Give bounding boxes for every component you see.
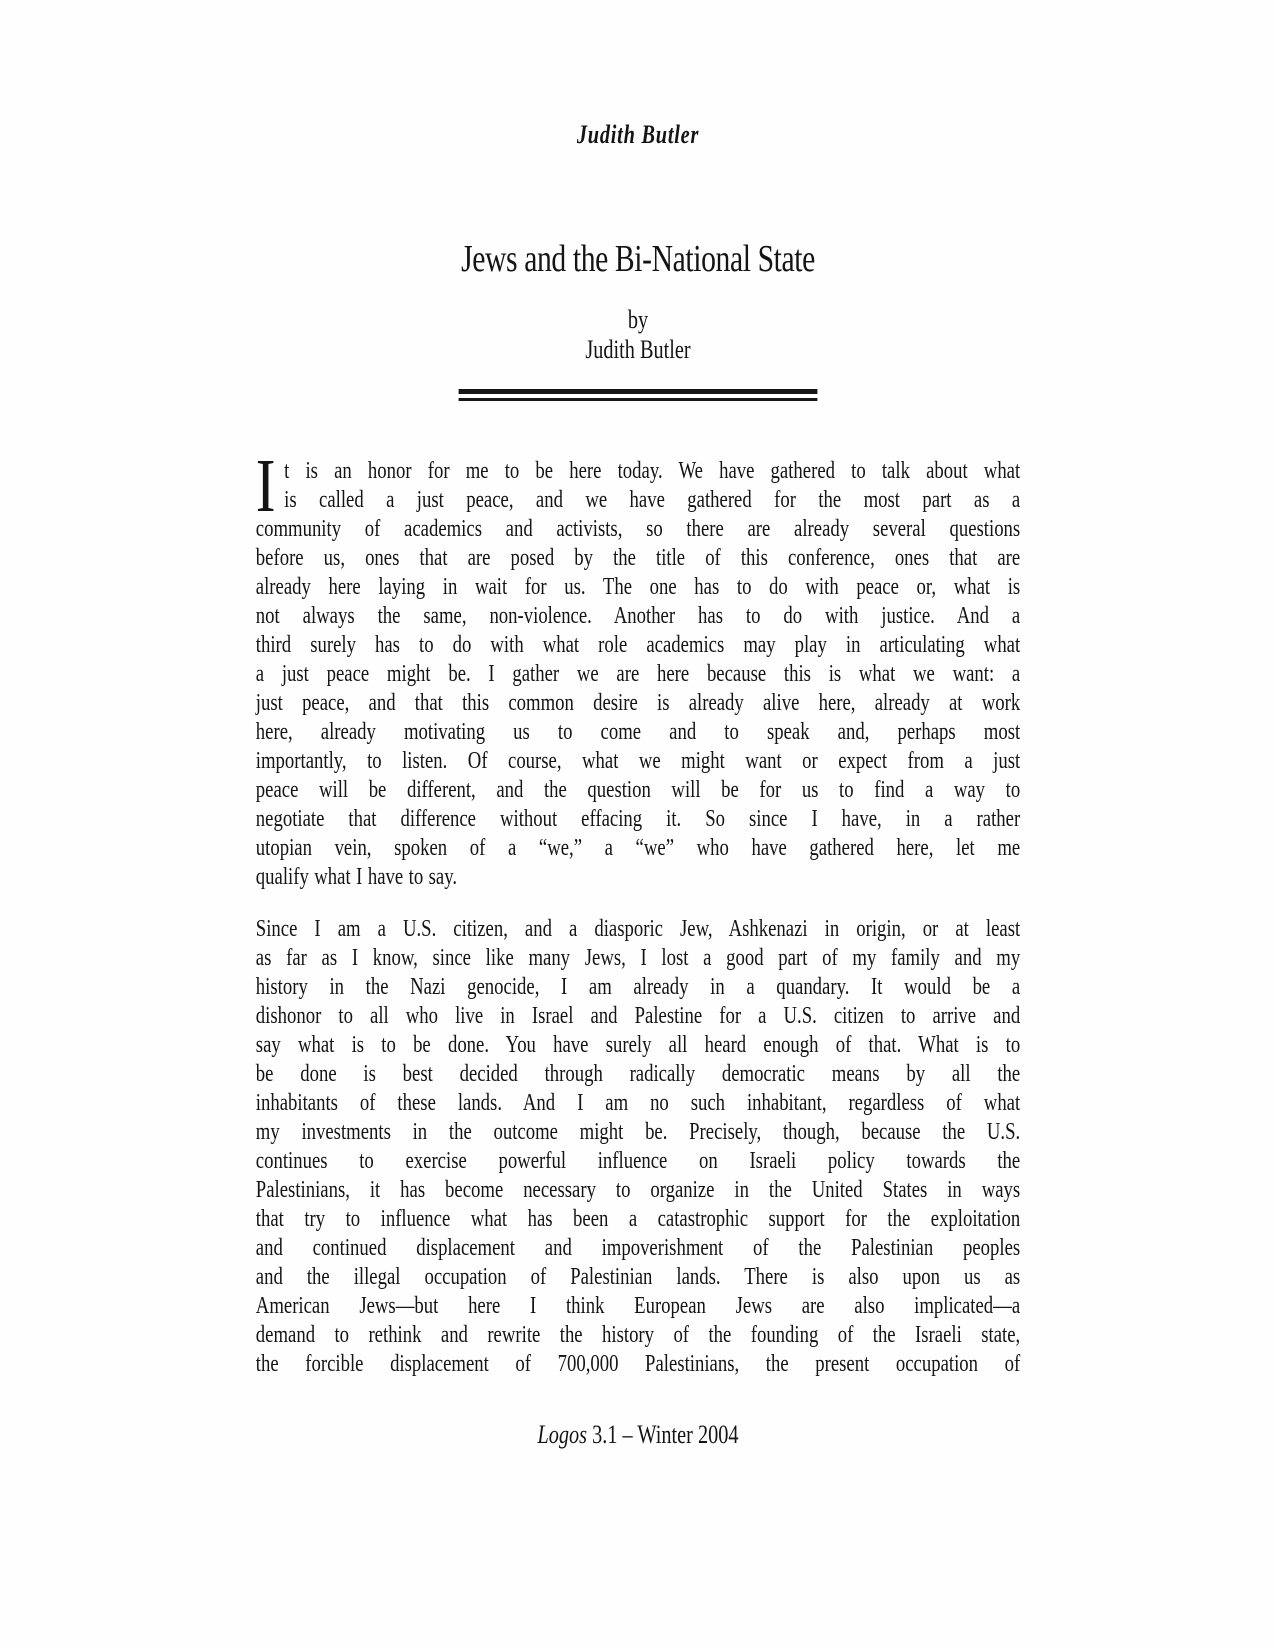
drop-cap: I <box>255 444 276 528</box>
text-line: Palestinians, it has become necessary to organize in the United States in ways <box>255 1177 1020 1203</box>
text-line: already here laying in wait for us. The one has to do with peace or, what is <box>255 574 1020 600</box>
text-line: and the illegal occupation of Palestinian lands. There is also upon us as <box>255 1264 1020 1290</box>
text-line: history in the Nazi genocide, I am already in a quandary. It would be a <box>255 974 1020 1000</box>
text-line: not always the same, non-violence. Another has to do with justice. And a <box>255 603 1020 629</box>
text-line: inhabitants of these lands. And I am no such inhabitant, regardless of what <box>255 1090 1020 1116</box>
text-line: and continued displacement and impoverishment of the Palestinian peoples <box>255 1235 1020 1261</box>
text-line: American Jews—but here I think European Jews are also implicated—a <box>255 1293 1020 1319</box>
byline-prefix: by <box>627 305 648 334</box>
text-line: community of academics and activists, so there are already several questions <box>255 516 1020 542</box>
body-text <box>255 444 1020 1379</box>
paragraph <box>255 915 1019 1379</box>
text-line: demand to rethink and rewrite the history of the founding of the Israeli state, <box>255 1322 1020 1348</box>
byline <box>255 305 1019 365</box>
text-line: importantly, to listen. Of course, what we might want or expect from a just <box>255 748 1020 774</box>
page-footer <box>255 1419 1019 1451</box>
text-line: Since I am a U.S. citizen, and a diasporic Jew, Ashkenazi in origin, or at least <box>255 916 1020 942</box>
text-line: my investments in the outcome might be. Precisely, though, because the U.S. <box>255 1119 1020 1145</box>
text-line: before us, ones that are posed by the title of this conference, ones that are <box>255 545 1020 571</box>
text-line: a just peace might be. I gather we are here because this is what we want: a <box>255 661 1020 687</box>
text-line: peace will be different, and the question will be for us to find a way to <box>255 777 1020 803</box>
paragraph <box>255 444 1020 892</box>
text-line: just peace, and that this common desire is already alive here, already at work <box>255 690 1020 716</box>
text-line: dishonor to all who live in Israel and Palestine for a U.S. citizen to arrive and <box>255 1003 1020 1029</box>
text-line: that try to influence what has been a catastrophic support for the exploitation <box>255 1206 1020 1232</box>
text-line: be done is best decided through radically democratic means by all the <box>255 1061 1020 1087</box>
text-line: here, already motivating us to come and to speak and, perhaps most <box>255 719 1020 745</box>
text-line: continues to exercise powerful influence on Israeli policy towards the <box>255 1148 1020 1174</box>
footer-journal-name: Logos <box>536 1420 587 1449</box>
footer-issue-text: 3.1 – Winter 2004 <box>586 1420 739 1449</box>
byline-author: Judith Butler <box>584 335 691 364</box>
text-line: utopian vein, spoken of a “we,” a “we” who have gathered here, let me <box>255 835 1020 861</box>
text-line: qualify what I have to say. <box>255 864 457 890</box>
article-title: Jews and the Bi-National State <box>460 238 815 280</box>
title-divider-rule <box>458 389 817 401</box>
text-line: is called a just peace, and we have gathered for the most part as a <box>283 487 1020 513</box>
text-line: third surely has to do with what role academics may play in articulating what <box>255 632 1020 658</box>
text-line: t is an honor for me to be here today. We have gathered to talk about what <box>283 458 1020 484</box>
text-line: the forcible displacement of 700,000 Palestinians, the present occupation of <box>255 1351 1020 1377</box>
text-line: as far as I know, since like many Jews, I lost a good part of my family and my <box>255 945 1020 971</box>
text-line: say what is to be done. You have surely all heard enough of that. What is to <box>255 1032 1020 1058</box>
running-header: Judith Butler <box>576 120 699 149</box>
text-line: negotiate that difference without effacing it. So since I have, in a rather <box>255 806 1020 832</box>
page-content <box>255 0 1019 1451</box>
